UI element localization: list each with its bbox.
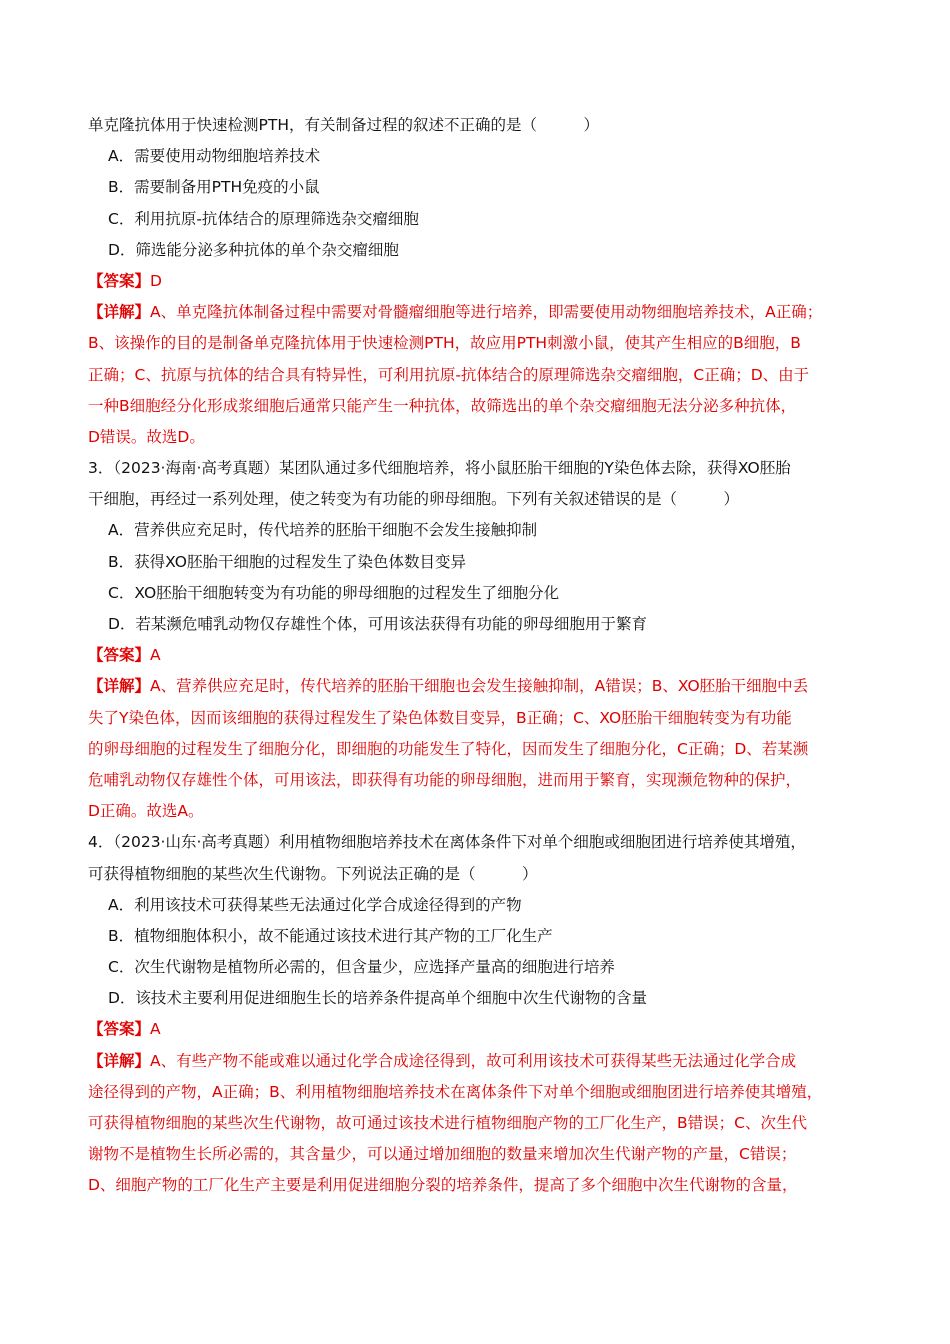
answer-value: A [150, 1020, 161, 1039]
q2-detail-line: B、该操作的目的是制备单克隆抗体用于快速检测PTH，故应用PTH刺激小鼠，使其产生相应的B细胞，B [88, 334, 801, 353]
q3-answer [88, 640, 878, 671]
q4-detail-line: 途径得到的产物，A正确；B、利用植物细胞培养技术在离体条件下对单个细胞或细胞团进行培养使其增殖， [88, 1082, 823, 1101]
q2-detail-line: 正确；C、抗原与抗体的结合具有特异性，可利用抗原-抗体结合的原理筛选杂交瘤细胞，C正确；D、由于 [88, 365, 810, 384]
detail-label: 【详解】 [88, 1051, 151, 1070]
detail-text: A、单克隆抗体制备过程中需要对骨髓瘤细胞等进行培养，即需要使用动物细胞培养技术，A正确； [150, 303, 823, 322]
q3-option-b: B．获得XO胚胎干细胞的过程发生了染色体数目变异 [108, 552, 466, 571]
answer-label: 【答案】 [88, 646, 151, 665]
answer-value: A [150, 646, 161, 665]
q3-option-a: A．营养供应充足时，传代培养的胚胎干细胞不会发生接触抑制 [108, 521, 538, 540]
detail-text: A、营养供应充足时，传代培养的胚胎干细胞也会发生接触抑制，A错误；B、XO胚胎干细胞中丢 [150, 677, 809, 696]
document-page [88, 110, 878, 1202]
q4-stem-line: 4．（2023·山东·高考真题）利用植物细胞培养技术在离体条件下对单个细胞或细胞团进行培养使其增殖， [88, 833, 806, 852]
detail-label: 【详解】 [88, 303, 151, 322]
q2-answer [88, 266, 878, 297]
q2-option-b: B．需要制备用PTH免疫的小鼠 [108, 178, 320, 197]
q3-option-c: C．XO胚胎干细胞转变为有功能的卵母细胞的过程发生了细胞分化 [108, 583, 560, 602]
q3-detail-line: 的卵母细胞的过程发生了细胞分化，即细胞的功能发生了特化，因而发生了细胞分化，C正确；D、若某濒 [88, 739, 809, 758]
q4-detail-line: 谢物不是植物生长所必需的，其含量少，可以通过增加细胞的数量来增加次生代谢产物的产量，C错误； [88, 1145, 797, 1164]
q4-answer [88, 1014, 878, 1045]
q3-detail-line [88, 671, 878, 702]
q3-detail-line: D正确。故选A。 [88, 802, 204, 821]
q4-detail-line: D、细胞产物的工厂化生产主要是利用促进细胞分裂的培养条件，提高了多个细胞中次生代谢物的含量， [88, 1176, 798, 1195]
q2-option-c: C．利用抗原-抗体结合的原理筛选杂交瘤细胞 [108, 209, 419, 228]
q2-detail-line: D错误。故选D。 [88, 427, 205, 446]
answer-label: 【答案】 [88, 1020, 151, 1039]
q3-detail-line: 危哺乳动物仅存雄性个体，可用该法，即获得有功能的卵母细胞，进而用于繁育，实现濒危物种的保护， [88, 770, 802, 789]
q2-stem: 单克隆抗体用于快速检测PTH，有关制备过程的叙述不正确的是（ ） [88, 116, 599, 134]
detail-label: 【详解】 [88, 677, 151, 696]
q4-option-d: D．该技术主要利用促进细胞生长的培养条件提高单个细胞中次生代谢物的含量 [108, 989, 647, 1008]
q4-stem-line: 可获得植物细胞的某些次生代谢物。下列说法正确的是（ ） [88, 864, 538, 883]
q3-stem-line: 3．（2023·海南·高考真题）某团队通过多代细胞培养，将小鼠胚胎干细胞的Y染色体去除，获得XO胚胎 [88, 459, 791, 478]
q4-option-b: B．植物细胞体积小，故不能通过该技术进行其产物的工厂化生产 [108, 926, 553, 945]
detail-text: A、有些产物不能或难以通过化学合成途径得到，故可利用该技术可获得某些无法通过化学合成 [150, 1051, 797, 1070]
q2-option-a: A．需要使用动物细胞培养技术 [108, 147, 321, 166]
q2-detail-line: 一种B细胞经分化形成浆细胞后通常只能产生一种抗体，故筛选出的单个杂交瘤细胞无法分泌多种抗体， [88, 396, 797, 415]
q4-detail-line [88, 1046, 878, 1077]
q4-option-a: A．利用该技术可获得某些无法通过化学合成途径得到的产物 [108, 895, 522, 914]
q3-option-d: D．若某濒危哺乳动物仅存雄性个体，可用该法获得有功能的卵母细胞用于繁育 [108, 615, 647, 633]
q3-detail-line: 失了Y染色体，因而该细胞的获得过程发生了染色体数目变异，B正确；C、XO胚胎干细胞转变为有功能 [88, 708, 792, 727]
answer-value: D [150, 271, 162, 290]
q2-option-d: D．筛选能分泌多种抗体的单个杂交瘤细胞 [108, 240, 399, 259]
q2-detail-line [88, 297, 878, 328]
q3-stem-line: 干细胞，再经过一系列处理，使之转变为有功能的卵母细胞。下列有关叙述错误的是（ ） [88, 490, 740, 509]
q4-detail-line: 可获得植物细胞的某些次生代谢物，故可通过该技术进行植物细胞产物的工厂化生产，B错误；C、次生代 [88, 1114, 807, 1132]
q4-option-c: C．次生代谢物是植物所必需的，但含量少，应选择产量高的细胞进行培养 [108, 958, 615, 977]
answer-label: 【答案】 [88, 271, 151, 290]
